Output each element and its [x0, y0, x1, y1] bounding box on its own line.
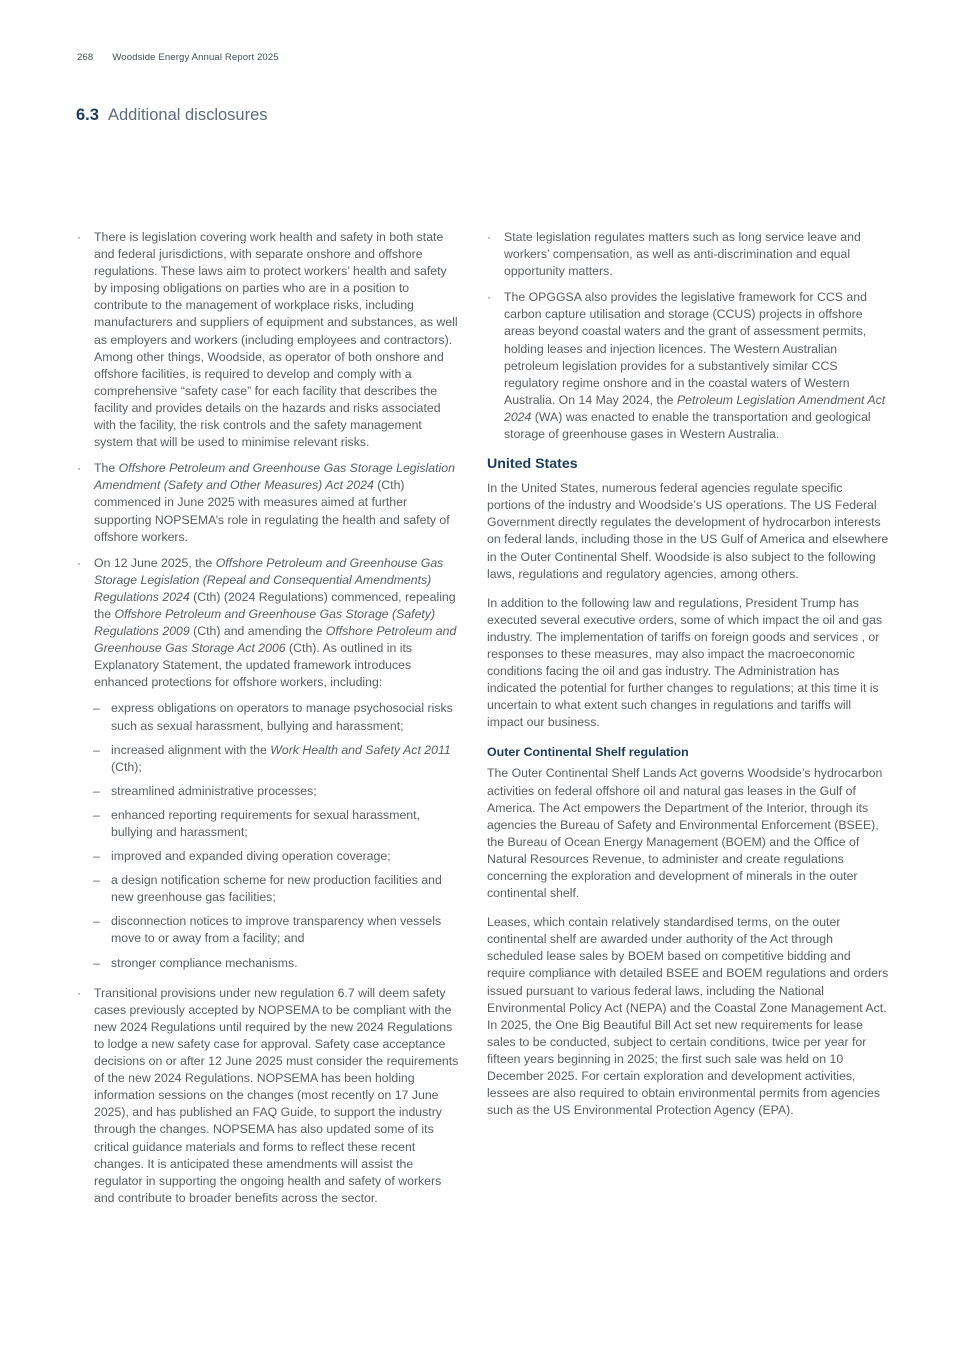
paragraph: In the United States, numerous federal agencies regulate specific portions of the industry and Woodside’s US operations. The US Federal Government directly regulates the development of hydrocarbon interests on federal lands, including those in the US Gulf of America and elsewhere in the Outer Continental Shelf. Woodside is also subject to the following laws, regulations and regulatory agencies, among others. [487, 481, 889, 581]
sub-list-item [93, 807, 461, 841]
section-number: 6.3 [76, 106, 99, 124]
list-item-text: The Offshore Petroleum and Greenhouse Gas Storage Legislation Amendment (Safety and Other Measures) Act 2024 (Cth) commenced in June 2025 with measures aimed at further supporting NOPSEMA’s role in regulating the health and safety of offshore workers. [94, 461, 455, 544]
heading-united-states: United States [487, 456, 578, 473]
two-column-body [77, 229, 889, 1216]
list-item-text: disconnection notices to improve transparency when vessels move to or away from a facility; and [111, 914, 442, 946]
list-item-text: express obligations on operators to manage psychosocial risks such as sexual harassment, bullying and harassment; [111, 701, 453, 733]
list-item-text: streamlined administrative processes; [111, 783, 317, 798]
left-column [77, 229, 461, 1216]
report-title: Woodside Energy Annual Report 2025 [112, 52, 279, 63]
section-heading [76, 106, 268, 125]
section-title: Additional disclosures [107, 106, 268, 124]
list-item-text: improved and expanded diving operation coverage; [111, 849, 391, 864]
list-item [77, 985, 461, 1207]
sub-list-item [93, 742, 461, 776]
page-number: 268 [77, 52, 94, 63]
list-item-text: enhanced reporting requirements for sexual harassment, bullying and harassment; [111, 807, 420, 839]
dash-marker: – [93, 701, 100, 716]
list-item-text: stronger compliance mechanisms. [111, 955, 298, 970]
paragraph: The Outer Continental Shelf Lands Act governs Woodside’s hydrocarbon activities on federal offshore oil and natural gas leases in the Gulf of America. The Act empowers the Department of the Interior, through its agencies the Bureau of Safety and Environmental Enforcement (BSEE), the Bureau of Ocean Energy Management (BOEM) and the Office of Natural Resources Revenue, to administer and create regulations concerning the exploration and development of minerals in the outer continental shelf. [487, 766, 883, 901]
list-item-text: On 12 June 2025, the Offshore Petroleum and Greenhouse Gas Storage Legislation (Repeal and Consequential Amendments) Regulations 2024 (Cth) (2024 Regulations) commenced, repealing the Offshore Petroleum and Greenhouse Gas Storage (Safety) Regulations 2009 (Cth) and amending the Offshore Petroleum and Greenhouse Gas Storage Act 2006 (Cth). As outlined in its Explanatory Statement, the updated framework introduces enhanced protections for offshore workers, including: [94, 555, 457, 690]
dash-marker: – [93, 742, 100, 757]
list-item-text: a design notification scheme for new production facilities and new greenhouse gas facilities; [111, 873, 442, 905]
list-item-text: increased alignment with the Work Health and Safety Act 2011 (Cth); [111, 742, 451, 774]
list-item-text: State legislation regulates matters such as long service leave and workers’ compensation, as well as anti-discrimination and equal opportunity matters. [504, 230, 861, 279]
sub-list-item [93, 783, 461, 800]
sub-list-item [93, 700, 461, 734]
sub-list-item [93, 848, 461, 865]
dash-marker: – [93, 807, 100, 822]
list-item [77, 555, 461, 692]
dash-marker: – [93, 783, 100, 798]
bullet-marker: · [487, 230, 492, 244]
dash-marker: – [93, 849, 100, 864]
list-item-text: There is legislation covering work health and safety in both state and federal jurisdictions, with separate onshore and offshore regulations. These laws aim to protect workers’ health and safety by imposing obligations on parties who are in a position to contribute to the management of workplace risks, including manufacturers and suppliers of equipment and substances, as well as employers and workers (including employees and contractors). Among other things, Woodside, as operator of both onshore and offshore facilities, is required to develop and comply with a comprehensive “safety case” for each facility that describes the facility and provides details on the hazards and risks associated with the facility, the risk controls and the safety management system that will be used to minimise relevant risks. [94, 230, 458, 450]
sub-list-item [93, 913, 461, 947]
bullet-marker: · [77, 555, 82, 570]
bullet-marker: · [77, 985, 82, 1000]
heading-outer-continental-shelf-regulation: Outer Continental Shelf regulation [487, 745, 689, 760]
list-item [77, 229, 461, 451]
right-column [487, 229, 889, 1216]
list-item [77, 460, 461, 545]
bullet-marker: · [77, 230, 82, 244]
sub-list-item [93, 955, 461, 972]
bullet-marker: · [77, 461, 82, 476]
page-header [77, 52, 279, 63]
list-item [487, 229, 889, 280]
paragraph: Leases, which contain relatively standardised terms, on the outer continental shelf are awarded under authority of the Act through scheduled lease sales by BOEM based on competitive bidding and require compliance with detailed BSEE and BOEM regulations and orders issued pursuant to various federal laws, including the National Environmental Policy Act (NEPA) and the Coastal Zone Management Act. In 2025, the One Big Beautiful Bill Act set new requirements for lease sales to be conducted, subject to certain conditions, twice per year for fifteen years beginning in 2025; the first such sale was held on 10 December 2025. For certain exploration and development activities, lessees are also required to obtain environmental permits from agencies such as the US Environmental Protection Agency (EPA). [487, 915, 889, 1118]
bullet-marker: · [487, 290, 492, 305]
dash-marker: – [93, 873, 100, 888]
dash-marker: – [93, 914, 100, 929]
list-item-text: The OPGGSA also provides the legislative framework for CCS and carbon capture utilisation and storage (CCUS) projects in offshore areas beyond coastal waters and the grant of assessment permits, holding leases and injection licences. The Western Australian petroleum legislation provides for a substantively similar CCS regulatory regime onshore and in the coastal waters of Western Australia. On 14 May 2024, the Petroleum Legislation Amendment Act 2024 (WA) was enacted to enable the transportation and geological storage of greenhouse gases in Western Australia. [504, 290, 886, 442]
dash-marker: – [93, 955, 100, 970]
list-item-text: Transitional provisions under new regulation 6.7 will deem safety cases previously accepted by NOPSEMA to be compliant with the new 2024 Regulations until required by the new 2024 Regulations to lodge a new safety case for approval. Safety case acceptance decisions on or after 12 June 2025 must consider the requirements of the new 2024 Regulations. NOPSEMA has been holding information sessions on the changes (most recently on 17 June 2025), and has published an FAQ Guide, to support the industry through the changes. NOPSEMA has also updated some of its critical guidance materials and forms to reflect these recent changes. It is anticipated these amendments will assist the regulator in supporting the ongoing health and safety of workers and contribute to broader benefits across the sector. [94, 985, 459, 1205]
list-item [487, 289, 889, 443]
paragraph: In addition to the following law and regulations, President Trump has executed several executive orders, some of which impact the oil and gas industry. The implementation of tariffs on foreign goods and services , or responses to these measures, may also impact the macroeconomic conditions facing the oil and gas industry. The Administration has indicated the potential for further changes to regulations; at this time it is uncertain to what extent such changes in regulations and tariffs will impact our business. [487, 595, 883, 730]
sub-list-item [93, 872, 461, 906]
